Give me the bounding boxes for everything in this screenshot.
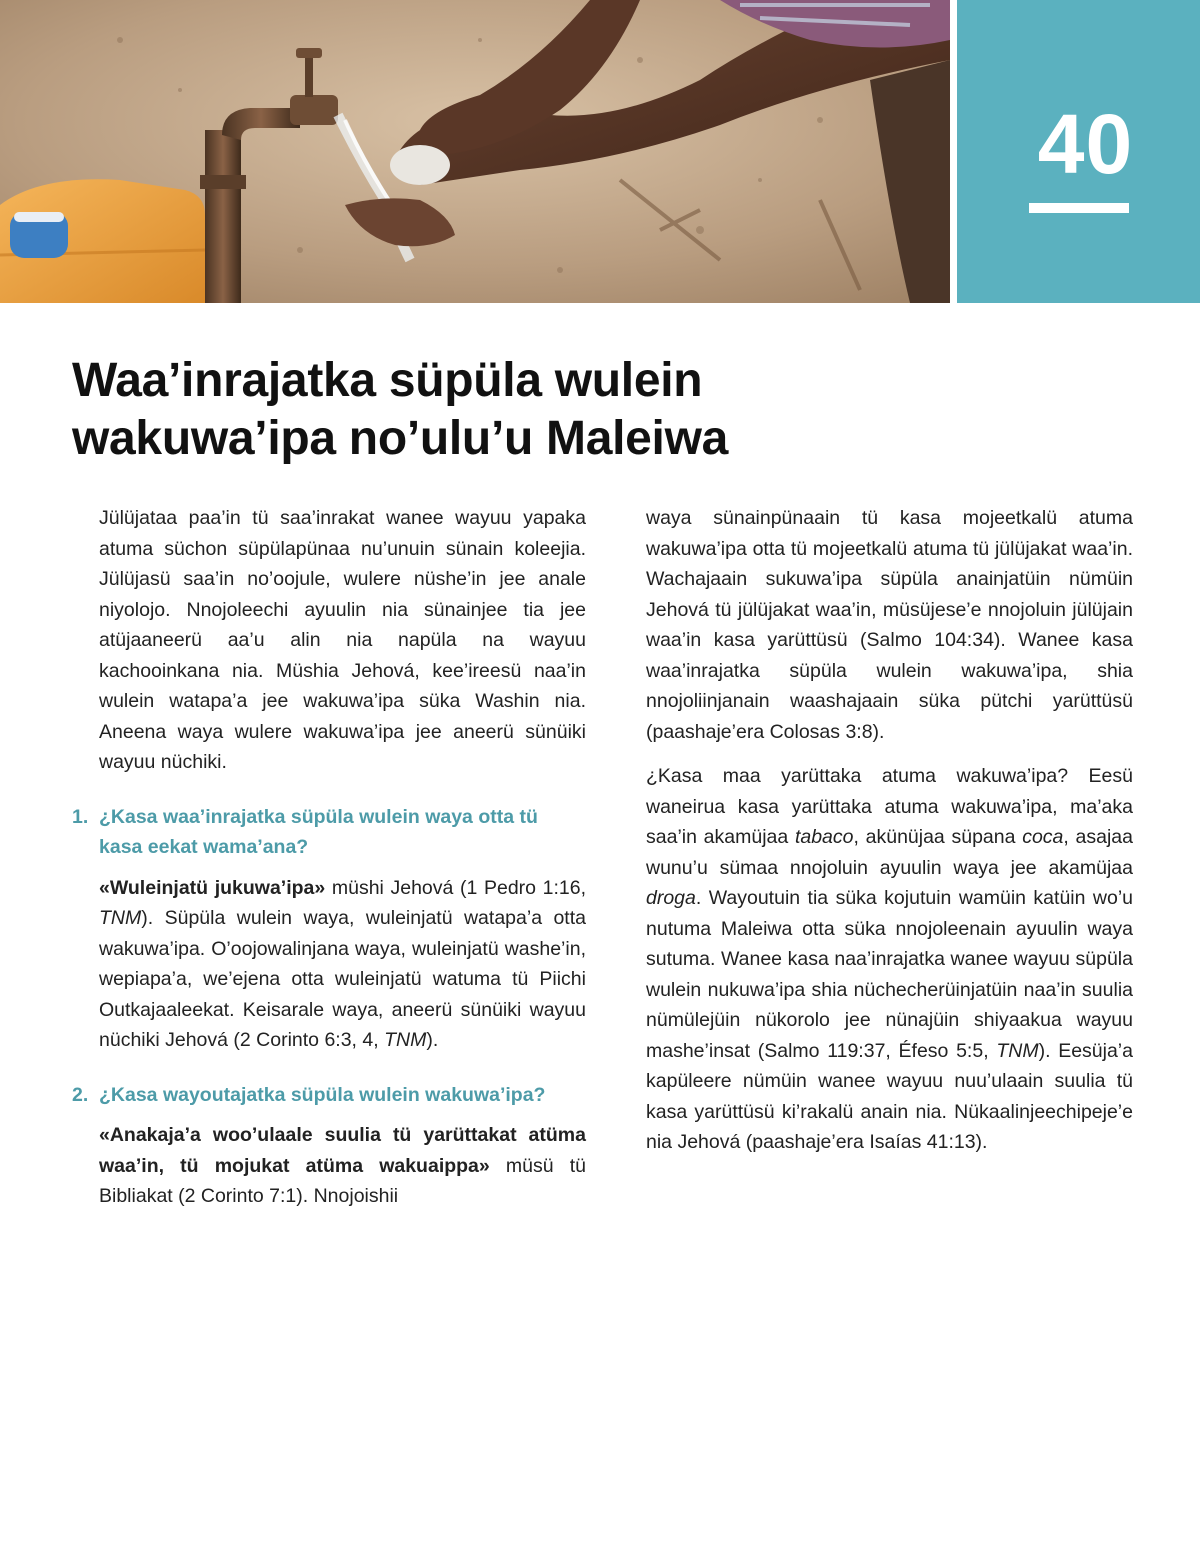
- question-1-text: ¿Kasa waa’inrajatka süpüla wulein waya otta tü kasa eekat wama’ana?: [99, 805, 538, 858]
- section-2b-text-b: , akünüjaa süpana: [853, 826, 1023, 848]
- question-2-text: ¿Kasa wayoutajatka süpüla wulein wakuwa’ipa?: [99, 1083, 546, 1106]
- hands-washing-photo: [0, 0, 950, 303]
- right-column: [646, 503, 1133, 1172]
- hero-image: [0, 0, 950, 303]
- section-2b-tnm: TNM: [996, 1039, 1039, 1062]
- section-2b-text-a: ¿Kasa maa yarüttaka atuma wakuwa’ipa? Eesü waneirua kasa yarüttaka atuma wakuwa’ipa, ma’aka saa’in akamüjaa: [646, 765, 1133, 848]
- term-tabaco: tabaco: [794, 826, 854, 848]
- section-2b-text-d: . Wayoutuin tia süka kojutuin wamüin katüin wo’u nutuma Maleiwa otta süka nnojoleenain ayuulin waya sutuma. Wanee kasa naa’inrajatka wanee wayuu süpüla wulein nukuwa’ipa shia nüchecherüinjatüin naa’in suulia nümülejüin nükorolo jee nünajüin shiyaakua wayuu mashe’insat (Salmo 119:37, Éfeso 5:5,: [646, 887, 1133, 1062]
- section-2b-text-c: , asajaa wunu’u sümaa nnojoluin ayuulin waya jee akamüjaa: [646, 826, 1133, 879]
- title-line-1: Waa’inrajatka süpüla wulein: [72, 354, 703, 407]
- title-line-2: wakuwa’ipa no’ulu’u Maleiwa: [72, 412, 729, 465]
- section-1-text-a: müshi Jehová (1 Pedro 1:16,: [325, 876, 586, 899]
- question-2-number: 2.: [72, 1083, 89, 1106]
- section-2-paragraph-start: [72, 1120, 586, 1212]
- section-2-paragraph-continued: waya sünainpünaain tü kasa mojeetkalü atuma wakuwa’ipa otta tü mojeetkalü atuma tü jülüjakat waa’in. Wachajaain sukuwa’ipa süpüla anainjatüin nümüin Jehová tü jülüjakat waa’in, müsüjese’e nnojoluin jülüjain waa’in kasa yarüttüsü (Salmo 104:34). Wanee kasa waa’inrajatka süpüla wulein wakuwa’ipa, shia nnojoliinjanain waashajaain süka pütchi yarüttüsü (paashaje’era Colosas 3:8).: [646, 507, 1133, 743]
- section-2-text-start: müsü tü Bibliakat (2 Corinto 7:1). Nnojoishii: [99, 1154, 586, 1207]
- question-2: [72, 1080, 586, 1111]
- section-1-text-c: ).: [426, 1029, 439, 1051]
- lesson-number: 40: [1037, 97, 1134, 191]
- section-1-text-b: ). Süpüla wulein waya, wuleinjatü watapa’a otta wakuwa’ipa. O’oojowalinjana waya, wuleinjatü washe’in, wepiapa’a, we’ejena otta wuleinjatü watuma tü Piichi Outkajaaleekat. Keisarale waya, aneerü sünüiki wayuu nüchiki Jehová (2 Corinto 6:3, 4,: [99, 907, 586, 1051]
- section-1-tnm-a: TNM: [99, 907, 142, 929]
- section-2b-paragraph: [646, 761, 1133, 1158]
- term-droga: droga: [646, 887, 696, 909]
- section-2b-text-e: ). Eesüja’a kapüleere nümüin wanee wayuu nuu’ulaain suulia tü kasa yarüttüsü ki’rakalü anain nia. Nükaalinjeechipeje’e nia Jehová (paashaje’era Isaías 41:13).: [646, 1039, 1133, 1153]
- section-2-quote: «Anakaja’a woo’ulaale suulia tü yarüttakat atüma waa’in, tü mojukat atüma wakuaippa»: [99, 1124, 586, 1177]
- question-1: [72, 802, 586, 863]
- question-1-number: 1.: [72, 805, 89, 828]
- section-1-tnm-b: TNM: [384, 1029, 427, 1051]
- term-coca: coca: [1022, 826, 1064, 848]
- section-1-quote: «Wuleinjatü jukuwa’ipa»: [99, 876, 326, 899]
- lesson-badge: [957, 0, 1200, 303]
- page-title: [72, 352, 972, 468]
- lesson-rule: [1029, 203, 1129, 213]
- left-column: [72, 503, 586, 1212]
- intro-paragraph: Jülüjataa paa’in tü saa’inrakat wanee wayuu yapaka atuma süchon süpülapünaa nu’unuin sünain koleejia. Jülüjasü saa’in no’oojule, wulere nüshe’in jee anale niyolojo. Nnojoleechi ayuulin nia sünainjee tia jee atüjaaneerü aa’u alin nia napüla na wayuu kachooinkana nia. Müshia Jehová, kee’ireesü naa’in wulein watapa’a jee wakuwa’ipa süka Washin nia. Aneena waya wulere wakuwa’ipa jee aneerü sünüiki wayuu nüchiki.: [99, 507, 586, 773]
- section-1-paragraph: [72, 873, 586, 1056]
